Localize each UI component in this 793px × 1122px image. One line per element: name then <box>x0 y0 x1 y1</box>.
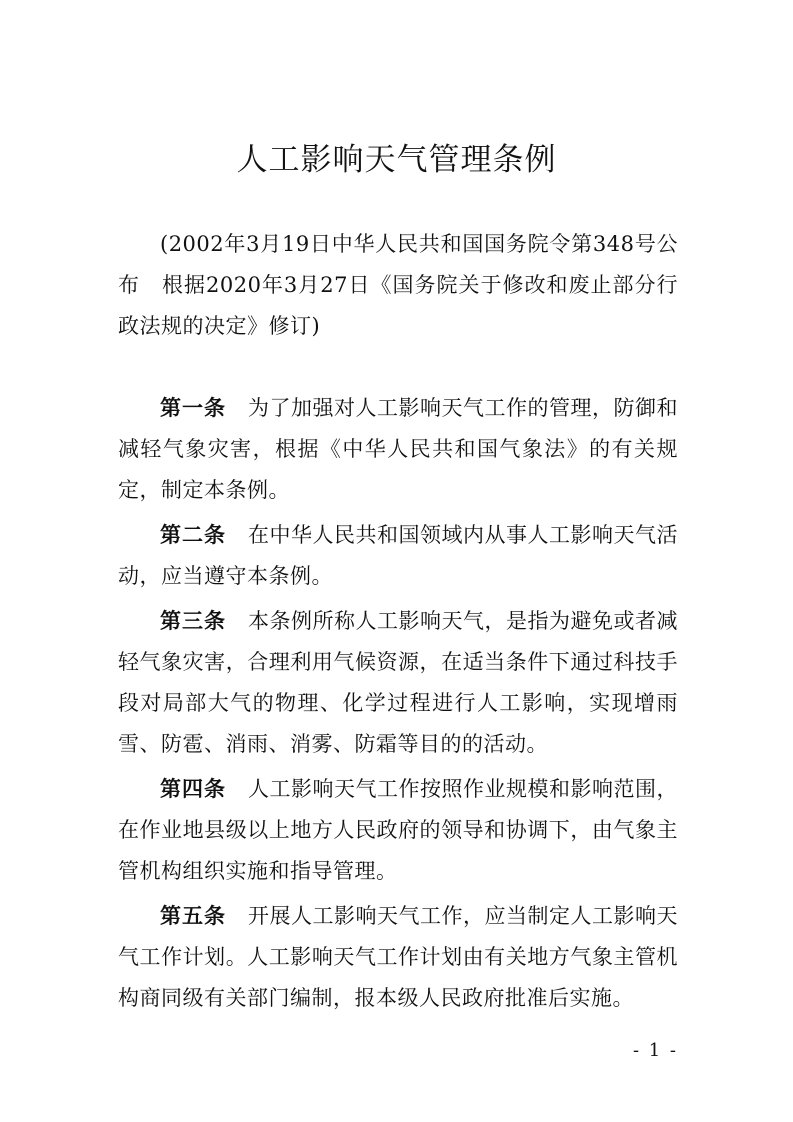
article-number: 第五条 <box>160 904 226 928</box>
article-text: 本条例所称人工影响天气，是指为避免或者减轻气象灾害，合理利用气候资源，在适当条件下通过科技手段对局部大气的物理、化学过程进行人工影响，实现增雨雪、防雹、消雨、消雾、防霜等目的的活动。 <box>118 609 678 756</box>
article-text: 为了加强对人工影响天气工作的管理，防御和减轻气象灾害，根据《中华人民共和国气象法》的有关规定，制定本条例。 <box>118 396 678 502</box>
article-number: 第二条 <box>160 523 226 547</box>
article-number: 第三条 <box>160 609 226 633</box>
article-number: 第四条 <box>160 777 226 801</box>
article-text: 人工影响天气工作按照作业规模和影响范围，在作业地县级以上地方人民政府的领导和协调下，由气象主管机构组织实施和指导管理。 <box>118 777 678 883</box>
article-1 <box>118 388 678 511</box>
article-number: 第一条 <box>160 396 226 420</box>
article-5 <box>118 896 678 1019</box>
document-title: 人工影响天气管理条例 <box>236 142 557 178</box>
page-number: - 1 - <box>632 1040 678 1061</box>
document-body <box>118 388 678 1023</box>
promulgation-note: (2002年3月19日中华人民共和国国务院令第348号公布 根据2020年3月27日《国务院关于修改和废止部分行政法规的决定》修订) <box>118 232 678 338</box>
article-text: 在中华人民共和国领域内从事人工影响天气活动，应当遵守本条例。 <box>118 523 678 588</box>
article-2 <box>118 515 678 597</box>
article-4 <box>118 769 678 892</box>
article-text: 开展人工影响天气工作，应当制定人工影响天气工作计划。人工影响天气工作计划由有关地方气象主管机构商同级有关部门编制，报本级人民政府批准后实施。 <box>118 904 678 1010</box>
article-3 <box>118 601 678 765</box>
